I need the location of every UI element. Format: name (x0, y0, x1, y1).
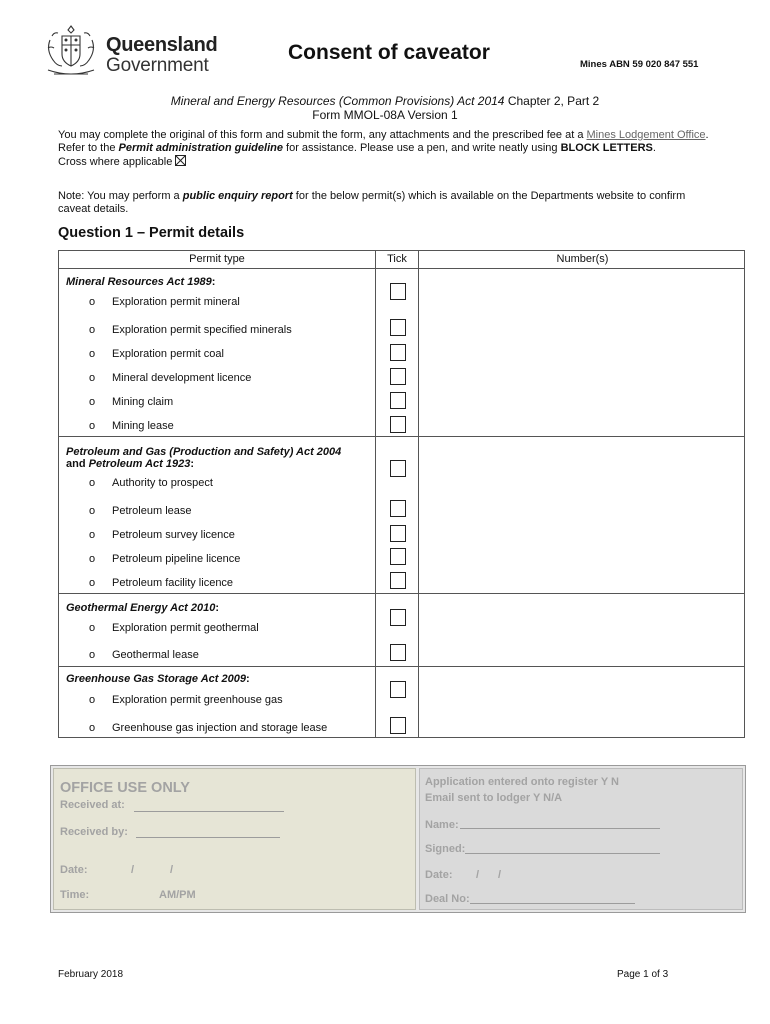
act-name-2: Petroleum Act 1923 (88, 458, 191, 470)
date-sep: / (170, 864, 174, 876)
checkbox-mining-lease[interactable] (390, 416, 406, 433)
act-reference (0, 94, 770, 108)
permit-label: Exploration permit specified minerals (112, 324, 292, 336)
permit-label: Petroleum pipeline licence (112, 553, 241, 565)
intro-instructions (58, 129, 718, 169)
permit-table (58, 250, 745, 738)
bullet: o (89, 296, 96, 308)
permit-label: Exploration permit coal (112, 348, 224, 360)
checkbox-petroleum-facility[interactable] (390, 572, 406, 589)
bullet: o (89, 577, 96, 589)
bullet: o (89, 324, 96, 336)
received-by-label: Received by: (60, 826, 128, 838)
act-colon: : (190, 458, 194, 470)
permit-label: Authority to prospect (112, 477, 213, 489)
checkbox-petroleum-survey[interactable] (390, 525, 406, 542)
permit-label: Exploration permit greenhouse gas (112, 694, 283, 706)
page-number: Page 1 of 3 (617, 969, 669, 980)
date2-label: Date: (425, 869, 453, 881)
block-letters-text: BLOCK LETTERS (560, 142, 653, 154)
bullet: o (89, 649, 96, 661)
permit-label: Exploration permit mineral (112, 296, 240, 308)
bullet: o (89, 505, 96, 517)
checkbox-epm-specified[interactable] (390, 319, 406, 336)
checkbox-section-petroleum[interactable] (390, 460, 406, 477)
form-id: Form MMOL-08A Version 1 (312, 108, 458, 122)
intro-line2-mid: for assistance. Please use a pen, and write neatly using (282, 142, 561, 154)
bullet: o (89, 694, 96, 706)
act-geothermal (66, 602, 219, 614)
received-at-label: Received at: (60, 799, 125, 811)
act-name: Mineral Resources Act 1989 (66, 276, 212, 288)
permit-label: Petroleum lease (112, 505, 192, 517)
intro-line1-end: . (705, 129, 709, 141)
brand-government: Government (106, 55, 209, 76)
checkbox-section-greenhouse[interactable] (390, 681, 406, 698)
date-sep: / (476, 869, 480, 881)
act-mineral-resources (66, 276, 215, 288)
bullet: o (89, 477, 96, 489)
act-name: Greenhouse Gas Storage Act 2009 (66, 673, 246, 685)
permit-label: Petroleum survey licence (112, 529, 235, 541)
ampm-label: AM/PM (159, 889, 196, 901)
checkbox-mdl[interactable] (390, 368, 406, 385)
crossed-box-icon (175, 155, 186, 166)
question1-heading: Question 1 – Permit details (58, 225, 245, 241)
act-colon: : (211, 276, 216, 288)
signed-label: Signed: (425, 843, 466, 855)
checkbox-petroleum-lease[interactable] (390, 500, 406, 517)
act-colon: : (245, 673, 250, 685)
bullet: o (89, 348, 96, 360)
note-post: for the below permit(s) which is available on the Departments website to confirm caveat details. (58, 190, 686, 215)
act-greenhouse (66, 673, 250, 685)
col-numbers: Number(s) (556, 253, 609, 265)
permit-label: Mining claim (112, 396, 174, 408)
page-title: Consent of caveator (288, 41, 490, 64)
col-permit-type: Permit type (189, 253, 245, 265)
public-enquiry-report-ref: public enquiry report (182, 190, 293, 202)
checkbox-greenhouse-injection[interactable] (390, 717, 406, 734)
permit-label: Petroleum facility licence (112, 577, 234, 589)
date-sep: / (131, 864, 135, 876)
permit-label: Exploration permit geothermal (112, 622, 259, 634)
bullet: o (89, 722, 96, 734)
bullet: o (89, 420, 96, 432)
act-title: Mineral and Energy Resources (Common Provisions) Act 2014 (170, 94, 505, 108)
col-tick: Tick (387, 253, 407, 265)
cross-instruction: Cross where applicable (58, 156, 173, 168)
name-label: Name: (425, 819, 459, 831)
act-name: Geothermal Energy Act 2010 (66, 602, 216, 614)
checkbox-geothermal-lease[interactable] (390, 644, 406, 661)
bullet: o (89, 529, 96, 541)
note-pre: Note: You may perform a (58, 190, 183, 202)
intro-line2-pre: Refer to the (58, 142, 119, 154)
queensland-government-logo (42, 22, 222, 84)
intro-line2-end: . (652, 142, 656, 154)
bullet: o (89, 396, 96, 408)
act-chapter: Chapter 2, Part 2 (504, 94, 600, 108)
mines-lodgement-office-link[interactable]: Mines Lodgement Office (586, 129, 706, 141)
brand-queensland: Queensland (106, 34, 218, 56)
coat-of-arms-icon (42, 22, 100, 80)
act-name: Petroleum and Gas (Production and Safety) Act 2004 (66, 446, 342, 458)
numbers-entry-area[interactable] (419, 269, 745, 737)
permit-label: Mineral development licence (112, 372, 252, 384)
bullet: o (89, 553, 96, 565)
permit-label: Geothermal lease (112, 649, 199, 661)
application-entered-label: Application entered onto register Y N (425, 776, 619, 788)
checkbox-epc[interactable] (390, 344, 406, 361)
checkbox-mining-claim[interactable] (390, 392, 406, 409)
act-colon: : (215, 602, 220, 614)
deal-no-label: Deal No: (425, 893, 470, 905)
act-and: and (66, 458, 89, 470)
time-label: Time: (60, 889, 90, 901)
office-use-right (419, 768, 743, 910)
date-sep: / (498, 869, 502, 881)
office-use-left (53, 768, 416, 910)
email-sent-label: Email sent to lodger Y N/A (425, 792, 563, 804)
bullet: o (89, 372, 96, 384)
act-petroleum-gas (66, 446, 341, 470)
checkbox-section-mineral[interactable] (390, 283, 406, 300)
office-use-panel (50, 765, 746, 913)
intro-line1: You may complete the original of this form and submit the form, any attachments and the prescribed fee at a (58, 129, 587, 141)
permit-guideline-ref: Permit administration guideline (118, 142, 283, 154)
permit-label: Greenhouse gas injection and storage lease (112, 722, 328, 734)
abn-number: Mines ABN 59 020 847 551 (580, 59, 699, 70)
footer-date: February 2018 (58, 969, 124, 980)
office-use-heading: OFFICE USE ONLY (60, 780, 190, 796)
checkbox-petroleum-pipeline[interactable] (390, 548, 406, 565)
bullet: o (89, 622, 96, 634)
date-label: Date: (60, 864, 88, 876)
checkbox-section-geothermal[interactable] (390, 609, 406, 626)
note-text (58, 190, 718, 216)
permit-label: Mining lease (112, 420, 174, 432)
